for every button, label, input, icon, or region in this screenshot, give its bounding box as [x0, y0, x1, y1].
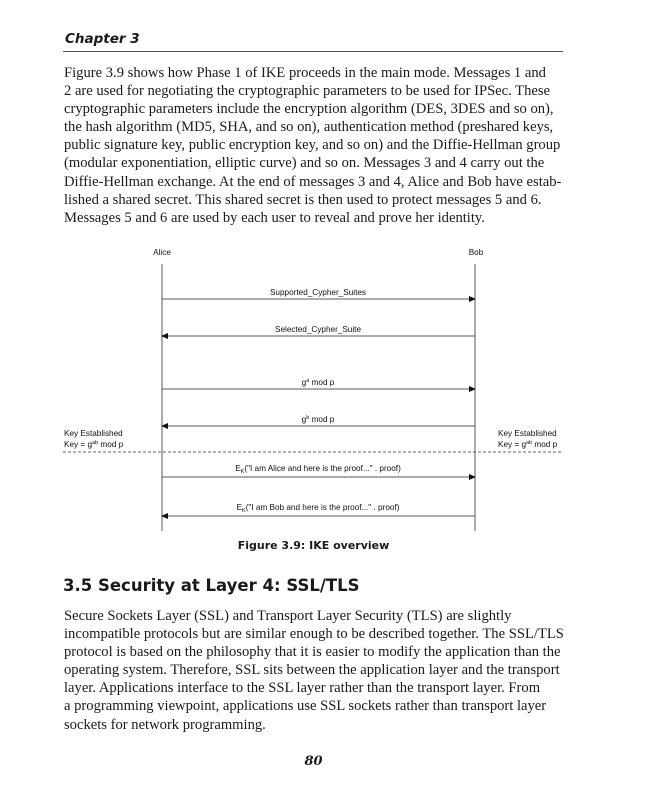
bob-label: Bob — [468, 248, 484, 257]
paragraph-line: Figure 3.9 shows how Phase 1 of IKE proceeds in the main mode. Messages 1 and — [64, 65, 546, 81]
paragraph-line: layer. Applications interface to the SSL layer rather than the transport layer. From — [64, 680, 541, 697]
alice-key-established: Key Established — [64, 429, 123, 438]
section-heading: 3.5 Security at Layer 4: SSL/TLS — [63, 576, 360, 595]
paragraph-line: public signature key, public encryption key, and so on) and the Diffie-Hellman group — [64, 137, 561, 154]
paragraph-line: operating system. Therefore, SSL sits between the application layer and the transport — [64, 662, 560, 679]
paragraph-line: a programming viewpoint, applications use SSL sockets rather than transport layer — [64, 698, 547, 715]
paragraph-line: 2 are used for negotiating the cryptographic parameters to be used for IPSec. These — [64, 83, 551, 100]
page-number: 80 — [304, 754, 323, 769]
body-paragraph — [64, 607, 564, 734]
message-label: Supported_Cypher_Suites — [269, 288, 367, 297]
paragraph-line: (modular exponentiation, elliptic curve) and so on. Messages 3 and 4 carry out the — [64, 155, 545, 172]
chapter-label: Chapter 3 — [65, 31, 140, 47]
paragraph-line: sockets for network programming. — [64, 716, 266, 733]
alice-label: Alice — [153, 248, 171, 257]
figure-caption: Figure 3.9: IKE overview — [237, 539, 390, 552]
paragraph-line: Secure Sockets Layer (SSL) and Transport Layer Security (TLS) are slightly — [64, 608, 512, 624]
message-label: $g^b$ mod p — [301, 415, 335, 424]
message-label: $E_K("I$ am Alice and here is the proof..." . proof) — [235, 464, 401, 475]
message-label: $E_K("I$ am Bob and here is the proof..." . proof) — [236, 503, 400, 514]
paragraph-line: Diffie-Hellman exchange. At the end of messages 3 and 4, Alice and Bob have estab- — [64, 173, 562, 190]
paragraph-line: cryptographic parameters include the encryption algorithm (DES, 3DES and so on), — [64, 101, 554, 118]
intro-paragraph — [64, 64, 564, 227]
paragraph-line: the hash algorithm (MD5, SHA, and so on), authentication method (preshared keys, — [64, 119, 554, 136]
bob-key-established: Key Established — [498, 429, 557, 438]
paragraph-line: incompatible protocols but are similar enough to be described together. The SSL/TLS — [64, 626, 564, 643]
paragraph-line: lished a shared secret. This shared secret is then used to protect messages 5 and 6. — [64, 191, 542, 208]
ike-sequence-diagram — [0, 240, 647, 540]
alice-key-formula: Key = $g^{ab}$ mod p — [64, 440, 124, 449]
paragraph-line: protocol is based on the philosophy that it is easier to modify the application than the — [64, 644, 561, 661]
bob-key-formula: Key = $g^{ab}$ mod p — [498, 440, 558, 449]
paragraph-line: Messages 5 and 6 are used by each user to reveal and prove her identity. — [64, 209, 485, 226]
page-header — [63, 30, 563, 52]
message-label: $g^a$ mod p — [301, 378, 335, 387]
message-label: Selected_Cypher_Suite — [274, 325, 362, 334]
